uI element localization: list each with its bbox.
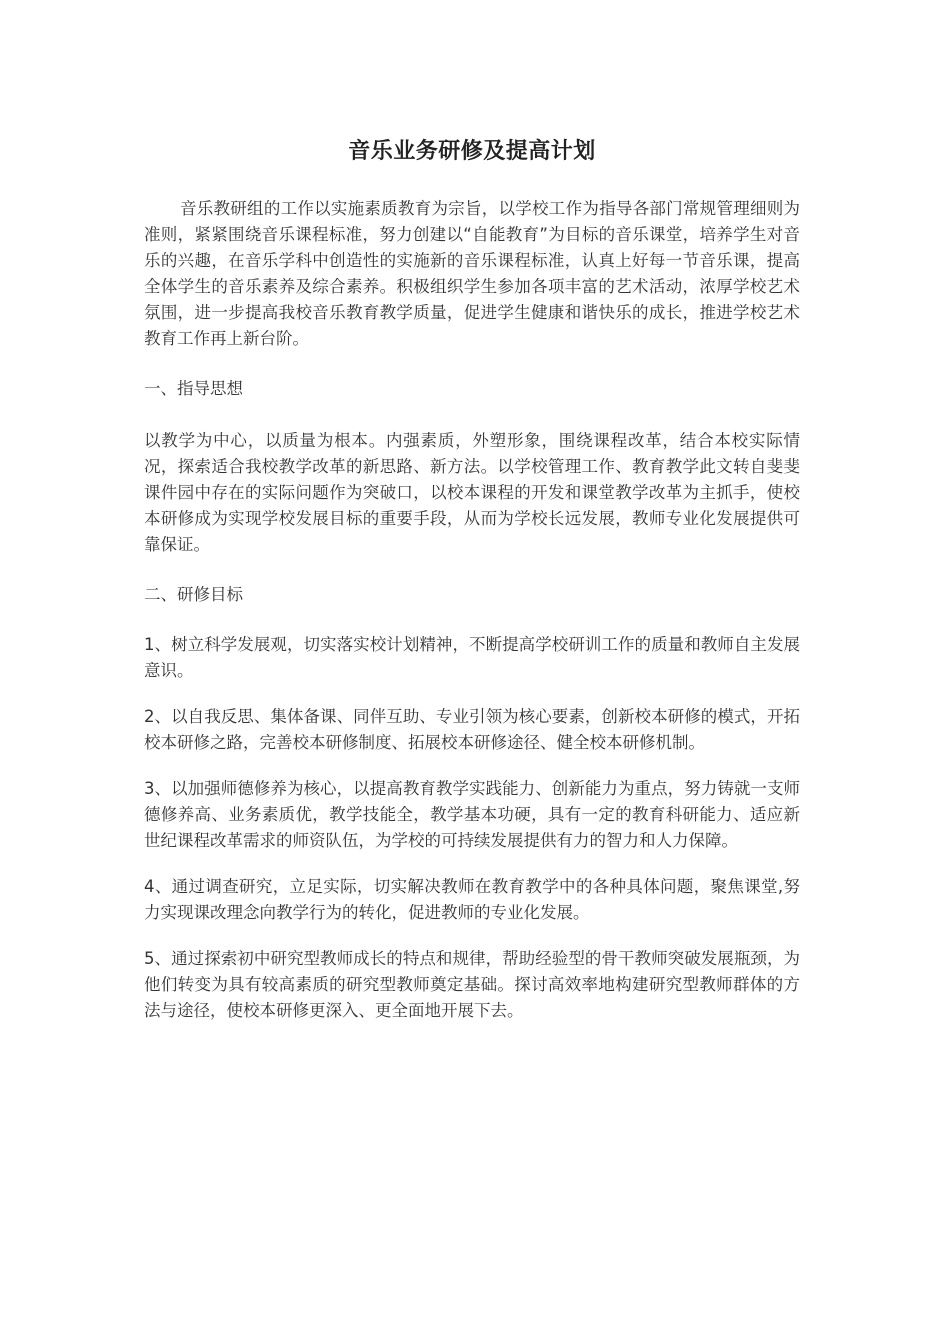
goal-item-2: 2、以自我反思、集体备课、同伴互助、专业引领为核心要素，创新校本研修的模式，开拓校本研修之路，完善校本研修制度、拓展校本研修途径、健全校本研修机制。 bbox=[144, 707, 800, 752]
intro-paragraph: 音乐教研组的工作以实施素质教育为宗旨，以学校工作为指导各部门常规管理细则为准则，紧紧围绕音乐课程标准，努力创建以“自能教育”为目标的音乐课堂，培养学生对音乐的兴趣，在音乐学科中创造性的实施新的音乐课程标准，认真上好每一节音乐课，提高全体学生的音乐素养及综合素养。积极组织学生参加各项丰富的艺术活动，浓厚学校艺术氛围，进一步提高我校音乐教育教学质量，促进学生健康和谐快乐的成长，推进学校艺术教育工作再上新台阶。 bbox=[144, 199, 800, 348]
section-heading-guiding-ideology: 一、指导思想 bbox=[144, 379, 243, 398]
goal-item-3: 3、以加强师德修养为核心，以提高教育教学实践能力、创新能力为重点，努力铸就一支师德修养高、业务素质优，教学技能全，教学基本功硬，具有一定的教育科研能力、适应新世纪课程改革需求的师资队伍，为学校的可持续发展提供有力的智力和人力保障。 bbox=[144, 779, 800, 850]
section-heading-training-goals: 二、研修目标 bbox=[144, 585, 243, 604]
goal-item-5: 5、通过探索初中研究型教师成长的特点和规律，帮助经验型的骨干教师突破发展瓶颈，为他们转变为具有较高素质的研究型教师奠定基础。探讨高效率地构建研究型教师群体的方法与途径，使校本研修更深入、更全面地开展下去。 bbox=[144, 949, 800, 1020]
guiding-ideology-paragraph: 以教学为中心，以质量为根本。内强素质，外塑形象，围绕课程改革，结合本校实际情况，探索适合我校教学改革的新思路、新方法。以学校管理工作、教育教学此文转自斐斐课件园中存在的实际问题作为突破口，以校本课程的开发和课堂教学改革为主抓手，使校本研修成为实现学校发展目标的重要手段，从而为学校长远发展，教师专业化发展提供可靠保证。 bbox=[144, 431, 800, 554]
document-body bbox=[144, 132, 800, 1024]
goal-item-4: 4、通过调查研究，立足实际，切实解决教师在教育教学中的各种具体问题，聚焦课堂,努力实现课改理念向教学行为的转化，促进教师的专业化发展。 bbox=[144, 877, 800, 922]
document-title: 音乐业务研修及提高计划 bbox=[348, 139, 596, 164]
goal-item-1: 1、树立科学发展观，切实落实校计划精神，不断提高学校研训工作的质量和教师自主发展意识。 bbox=[144, 635, 800, 680]
